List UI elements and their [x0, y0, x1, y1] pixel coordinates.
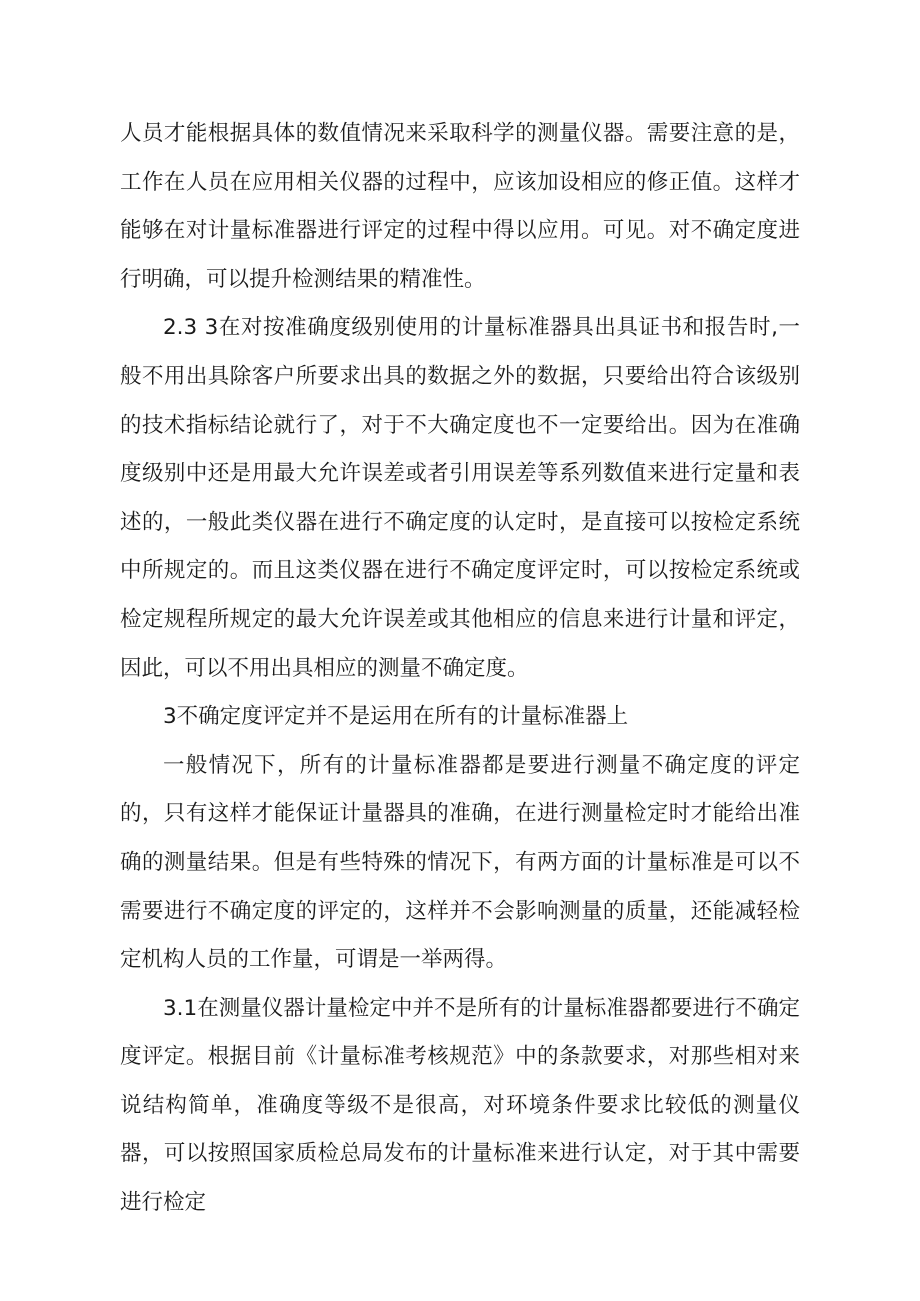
- document-body: [120, 110, 800, 1228]
- paragraph-section-2-3-3: 2.3 3在对按准确度级别使用的计量标准器具出具证书和报告时,一般不用出具除客户所要求出具的数据之外的数据，只要给出符合该级别的技术指标结论就行了，对于不大确定度也不一定要给出。因为在准确度级别中还是用最大允许误差或者引用误差等系列数值来进行定量和表述的，一般此类仪器在进行不确定度的认定时，是直接可以按检定系统中所规定的。而且这类仪器在进行不确定度评定时，可以按检定系统或检定规程所规定的最大允许误差或其他相应的信息来进行计量和评定，因此，可以不用出具相应的测量不确定度。: [120, 315, 800, 681]
- paragraph-section-3-1: 3.1在测量仪器计量检定中并不是所有的计量标准器都要进行不确定度评定。根据目前《计量标准考核规范》中的条款要求，对那些相对来说结构简单，准确度等级不是很高，对环境条件要求比较低的测量仪器，可以按照国家质检总局发布的计量标准来进行认定，对于其中需要进行检定: [120, 995, 800, 1216]
- section-heading-3: 3不确定度评定并不是运用在所有的计量标准器上: [163, 704, 629, 730]
- paragraph-general-case: 一般情况下，所有的计量标准器都是要进行测量不确定度的评定的，只有这样才能保证计量器具的准确，在进行测量检定时才能给出准确的测量结果。但是有些特殊的情况下，有两方面的计量标准是可以不需要进行不确定度的评定的，这样并不会影响测量的质量，还能减轻检定机构人员的工作量，可谓是一举两得。: [120, 752, 800, 973]
- paragraph-continuation: 人员才能根据具体的数值情况来采取科学的测量仪器。需要注意的是，工作在人员在应用相关仪器的过程中，应该加设相应的修正值。这样才能够在对计量标准器进行评定的过程中得以应用。可见。对不确定度进行明确，可以提升检测结果的精准性。: [120, 121, 800, 292]
